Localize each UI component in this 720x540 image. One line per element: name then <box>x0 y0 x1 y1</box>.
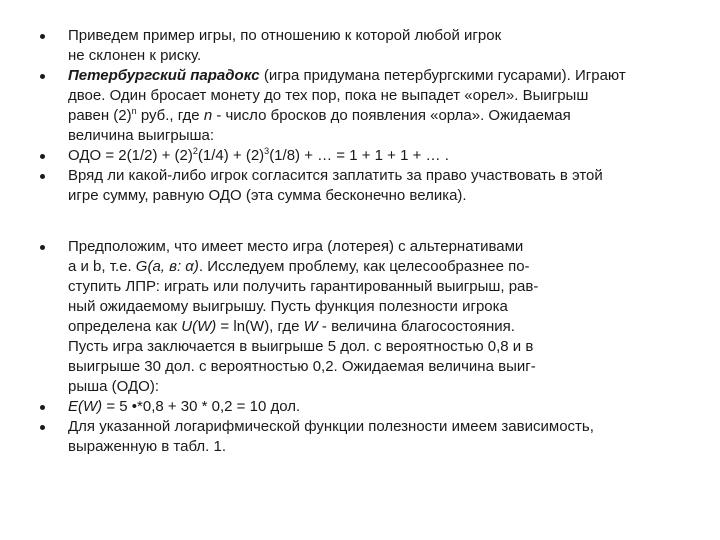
bullet-item-expected-value <box>40 397 680 417</box>
text-fragment: . Исследуем проблему, как целесообразнее по- <box>198 258 530 275</box>
exponent-n: n <box>131 106 137 116</box>
text-line: Вряд ли какой-либо игрок согласится заплатить за право участвовать в этой <box>68 167 603 184</box>
text-line <box>68 106 680 126</box>
formula-part: (1/8) + … = 1 + 1 + 1 + … . <box>269 147 449 164</box>
text-line: Приведем пример игры, по отношению к которой любой игрок <box>68 27 502 44</box>
text-line: величина выигрыша: <box>68 127 215 144</box>
text-line: ный ожидаемому выигрышу. Пусть функция полезности игрока <box>68 298 508 315</box>
paradox-title: Петербургский парадокс <box>68 67 260 84</box>
formula-part: = 5 •*0,8 + 30 * 0,2 = 10 дол. <box>102 398 301 415</box>
text-fragment: - число бросков до появления «орла». Ожидаемая <box>212 107 571 124</box>
text-line <box>68 317 680 337</box>
formula-part: ОДО = 2(1/2) + (2) <box>68 147 193 164</box>
bullet-item-game-example <box>40 26 680 66</box>
expected-value-symbol: E(W) <box>68 398 103 415</box>
variable-w: W <box>303 318 318 335</box>
text-line <box>68 66 680 86</box>
text-fragment: определена как <box>68 318 182 335</box>
bullet-dot-icon <box>40 174 45 179</box>
bullet-dot-icon <box>40 425 45 430</box>
bullet-item-petersburg-paradox <box>40 66 680 146</box>
text-fragment: - величина благосостояния. <box>317 318 515 335</box>
bullet-item-no-player-pays <box>40 166 680 206</box>
text-line: не склонен к риску. <box>68 47 202 64</box>
bullet-dot-icon <box>40 34 45 39</box>
variable-n: n <box>203 107 213 124</box>
bullet-list <box>40 26 680 457</box>
bullet-dot-icon <box>40 245 45 250</box>
text-fragment: (игра придумана петербургскими гусарами). Играют <box>259 67 626 84</box>
bullet-dot-icon <box>40 405 45 410</box>
lottery-notation: G(a, в: α) <box>135 258 199 275</box>
text-line: игре сумму, равную ОДО (эта сумма бесконечно велика). <box>68 187 467 204</box>
text-line: выраженную в табл. 1. <box>68 438 226 455</box>
text-line: выигрыше 30 дол. с вероятностью 0,2. Ожидаемая величина выиг- <box>68 358 536 375</box>
formula-part: (1/4) + (2) <box>197 147 265 164</box>
text-fragment: = ln(W), где <box>216 318 304 335</box>
formula-line <box>68 146 680 166</box>
exponent: 3 <box>264 146 270 156</box>
text-fragment: руб., где <box>140 107 204 124</box>
exponent: 2 <box>192 146 198 156</box>
utility-function: U(W) <box>181 318 217 335</box>
text-line: ступить ЛПР: играть или получить гарантированный выигрыш, рав- <box>68 278 539 295</box>
text-line: Для указанной логарифмической функции полезности имеем зависимость, <box>68 418 594 435</box>
formula-line <box>68 397 680 417</box>
bullet-item-log-utility <box>40 417 680 457</box>
bullet-item-lottery <box>40 237 680 397</box>
text-line <box>68 257 680 277</box>
text-fragment: a и b, т.е. <box>68 258 136 275</box>
text-line: Пусть игра заключается в выигрыше 5 дол. с вероятностью 0,8 и в <box>68 338 534 355</box>
text-line: рыша (ОДО): <box>68 378 159 395</box>
bullet-dot-icon <box>40 154 45 159</box>
bullet-item-odo-formula <box>40 146 680 166</box>
text-line: двое. Один бросает монету до тех пор, пока не выпадет «орел». Выигрыш <box>68 87 589 104</box>
bullet-dot-icon <box>40 74 45 79</box>
text-line: Предположим, что имеет место игра (лотерея) с альтернативами <box>68 238 524 255</box>
text-fragment: равен (2) <box>68 107 132 124</box>
